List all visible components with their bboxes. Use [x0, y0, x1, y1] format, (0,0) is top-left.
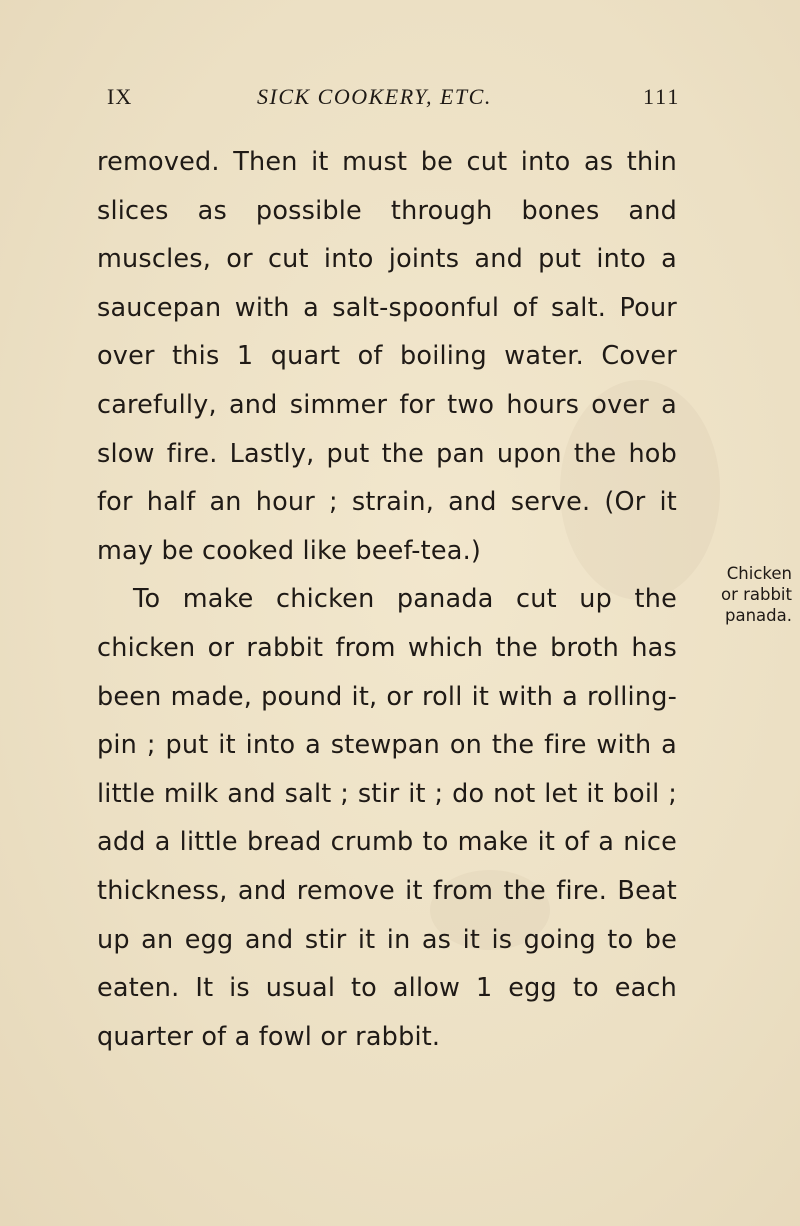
chapter-number: IX — [107, 84, 133, 109]
paragraph: To make chicken panada cut up the chicken or rabbit from which the broth has been made, pound it, or roll it with a rolling-pin ; put it into a stewpan on the fire with a little milk and salt ; stir it ; do not let it boil ; add a little bread crumb to make it of a nice thickness, and remove it from the fire. Beat up an egg and stir it in as it is going to be eaten. It is usual to allow 1 egg to each quarter of a fowl or rabbit. — [97, 584, 677, 1052]
margin-note-line: or rabbit — [720, 585, 792, 604]
page-number: 111 — [643, 84, 681, 109]
running-header — [0, 84, 800, 114]
paragraph: removed. Then it must be cut into as thin slices as possible through bones and muscles, or cut into joints and put into a saucepan with a salt-spoonful of salt. Pour over this 1 quart of boiling water. Cover carefully, and simmer for two hours over a slow fire. Lastly, put the pan upon the hob for half an hour ; strain, and serve. (Or it may be cooked like beef-tea.) — [97, 147, 677, 566]
margin-note — [687, 563, 792, 626]
margin-note-line: panada. — [725, 606, 792, 625]
body-text — [97, 138, 677, 1061]
running-title: SICK COOKERY, ETC. — [257, 84, 492, 109]
margin-note-line: Chicken — [726, 564, 792, 583]
